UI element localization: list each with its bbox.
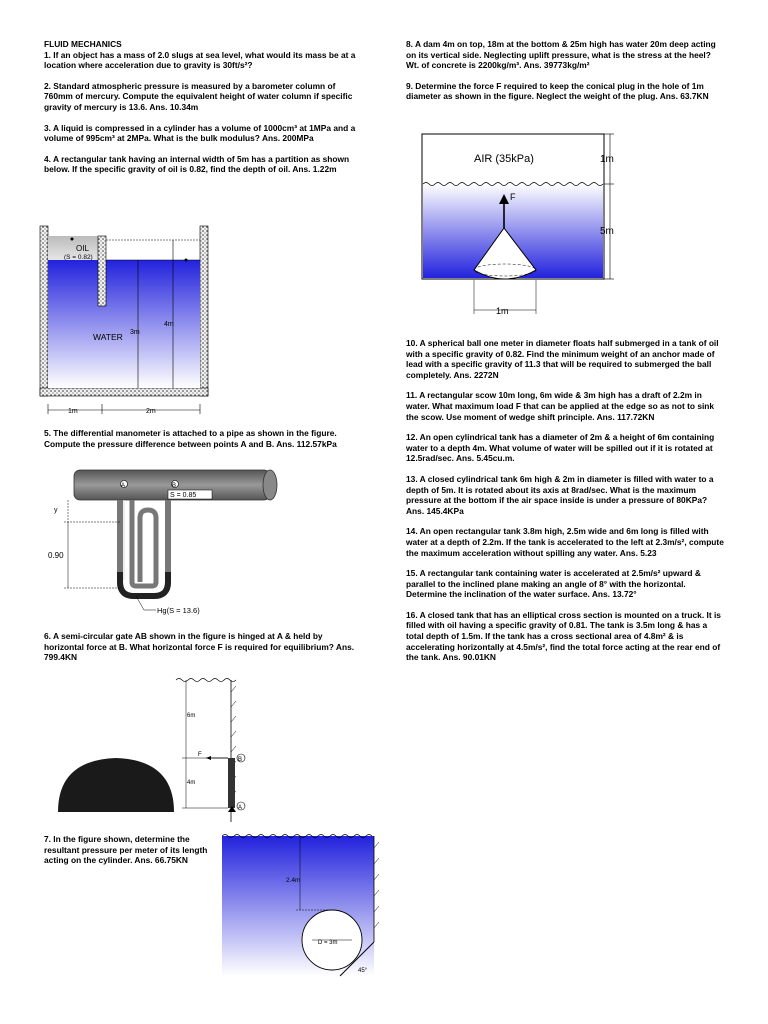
- sg-label: S = 0.85: [170, 492, 197, 499]
- point-a-label: A: [121, 483, 126, 489]
- water-label: WATER: [93, 332, 123, 342]
- problem-14: 14. An open rectangular tank 3.8m high, 2.5m wide and 6m long is filled with water at a depth of 2.2m. If the tank is accelerated to the left at 2.3m/s², compute the maximum acceleration without spilling any water. Ans. 5.23: [406, 526, 724, 558]
- y-label: y: [54, 507, 58, 514]
- problem-12: 12. An open cylindrical tank has a diameter of 2m & a height of 6m containing water to a depth 4m. What volume of water will be spilled out if it is rotated at 12.5rad/sec. Ans. 5.45cu.m.: [406, 432, 715, 464]
- problem-8: 8. A dam 4m on top, 18m at the bottom & 25m high has water 20m deep acting on its vertical side. Neglecting uplift pressure, what is the stress at the heel? Wt. of concrete is 2200kg/m³. Ans. 39773kg/m²: [406, 39, 716, 71]
- dim-3m-label: 3m: [130, 329, 140, 336]
- oil-sg-label: (S = 0.82): [64, 254, 93, 261]
- dim-6m-label: 6m: [187, 713, 196, 719]
- depth-label: 2.4m: [286, 877, 301, 884]
- point-a-label: A: [238, 805, 243, 811]
- dim-4m-label: 4m: [187, 780, 196, 786]
- angle-label: 45°: [358, 968, 368, 974]
- problem-15: 15. A rectangular tank containing water is accelerated at 2.5m/s² upward & parallel to the inclined plane making an angle of 8° with the horizontal. Determine the inclination of the water surface. Ans. 13.72°: [406, 568, 701, 600]
- problem-7: 7. In the figure shown, determine the resultant pressure per meter of its length acting on the cylinder. Ans. 66.75KN: [44, 834, 208, 866]
- problem-10: 10. A spherical ball one meter in diameter floats half submerged in a tank of oil with a specific gravity of 0.82. Find the minimum weight of an anchor made of lead with a specific gravity of 11.3 that will be required to submerged the ball completely. Ans. 2272N: [406, 338, 719, 380]
- dim-1m-bottom-label: 1m: [496, 306, 509, 316]
- force-f-label: F: [198, 752, 202, 758]
- figure-semicircular-gate: [56, 672, 256, 822]
- problem-13: 13. A closed cylindrical tank 6m high & 2m in diameter is filled with water to a depth of 5m. It is rotated about its axis at 8rad/sec. What is the maximum pressure at the bottom if the air space inside is under a pressure of 80KPa? Ans. 145.4KPa: [406, 473, 714, 516]
- hg-label: Hg(S = 13.6): [157, 606, 200, 615]
- dim-2m-label: 2m: [146, 408, 156, 415]
- dim-4m-label: 4m: [164, 321, 174, 328]
- point-b-label: B: [238, 757, 243, 763]
- problem-2: 2. Standard atmospheric pressure is measured by a barometer column of 760mm of mercury. Compute the equivalent height of water column if specific gravity of mercury is 13.6. Ans. 10.34m: [44, 80, 353, 112]
- problem-16: 16. A closed tank that has an elliptical cross section is mounted on a truck. It is filled with oil having a specific gravity of 0.81. The tank is 3.5m long & has a total depth of 1.5m. If the tank has a cross sectional area of 4.8m² & is accelerating horizontally at 4.5m/s², find the total force acting at the rear end of the tank. Ans. 90.01KN: [406, 609, 721, 663]
- point-b-label: B: [172, 483, 177, 489]
- problem-1: 1. If an object has a mass of 2.0 slugs at sea level, what would its mass be at a location where acceleration due to gravity is 30ft/s²?: [44, 49, 356, 71]
- dim-1m-label: 1m: [68, 408, 78, 415]
- force-f-label: F: [510, 192, 516, 202]
- document-heading: FLUID MECHANICS: [44, 39, 122, 49]
- dim-090-label: 0.90: [48, 551, 64, 560]
- problem-9: 9. Determine the force F required to keep the conical plug in the hole of 1m diameter as shown in the figure. Neglect the weight of the plug. Ans. 63.7KN: [406, 80, 709, 102]
- problem-6: 6. A semi-circular gate AB shown in the figure is hinged at A & held by horizontal force at B. What horizontal force F is required for equilibrium? Ans. 799.4KN: [44, 631, 355, 663]
- dim-5m-label: 5m: [600, 226, 614, 237]
- dim-1m-top-label: 1m: [600, 154, 614, 165]
- problem-4: 4. A rectangular tank having an internal width of 5m has a partition as shown below. If the specific gravity of oil is 0.82, find the depth of oil. Ans. 1.22m: [44, 153, 350, 175]
- figure-cylinder: [222, 832, 382, 982]
- problem-3: 3. A liquid is compressed in a cylinder has a volume of 1000cm³ at 1MPa and a volume of 995cm³ at 2MPa. What is the bulk modulus? Ans. 200MPa: [44, 122, 356, 144]
- air-label: AIR (35kPa): [474, 153, 534, 165]
- problem-5: 5. The differential manometer is attached to a pipe as shown in the figure. Compute the pressure difference between points A and B. Ans. 112.57kPa: [44, 428, 337, 449]
- figure-conical-plug: [416, 128, 636, 318]
- diameter-label: D = 3m: [318, 940, 338, 946]
- figure-tank-partition: [38, 222, 218, 417]
- figure-differential-manometer: [44, 462, 284, 622]
- problem-11: 11. A rectangular scow 10m long, 6m wide & 3m high has a draft of 2.2m in water. What maximum load F that can be applied at the edge so as not to sink the scow. Use moment of wedge shift principle. Ans. 117.72KN: [406, 390, 715, 422]
- oil-label: OIL: [76, 244, 89, 253]
